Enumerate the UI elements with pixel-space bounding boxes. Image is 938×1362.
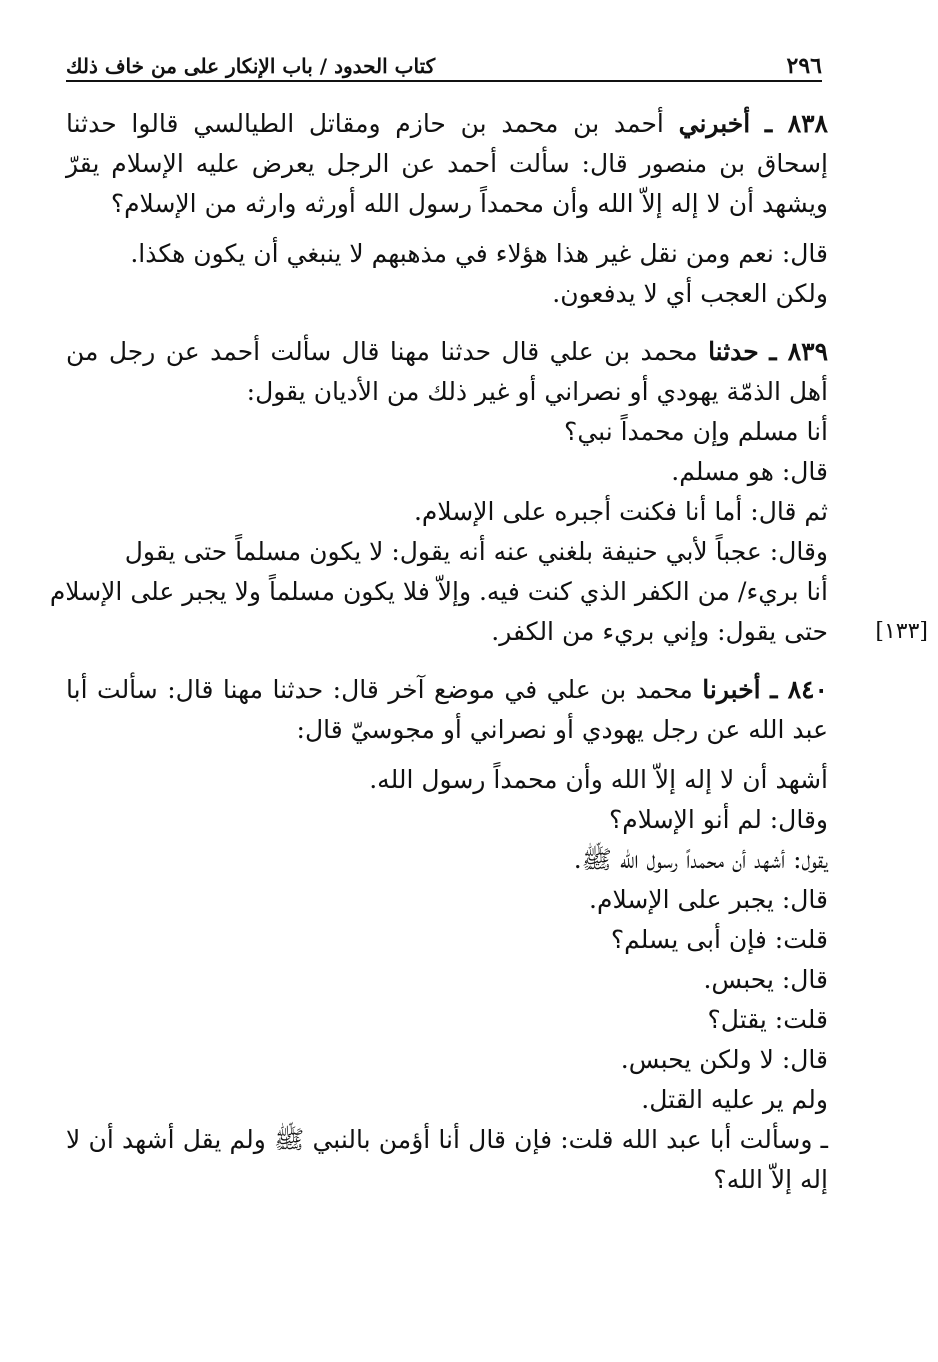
dialogue-line: أشهد أن لا إله إلاّ الله وأن محمداً رسول الله. [369, 765, 828, 794]
page-header [66, 52, 822, 82]
closing-line: حتى يقول: وإني بريء من الكفر. [491, 617, 828, 646]
dialogue-line: قال: هو مسلم. [671, 457, 828, 486]
dialogue-line: أنا مسلم وإن محمداً نبي؟ [564, 417, 828, 446]
margin-page-marker: [١٣٣] [875, 619, 928, 644]
entry-838-answer [66, 234, 828, 314]
entry-number: ٨٤٠ ـ [770, 675, 828, 704]
entry-text: محمد بن علي في موضع آخر قال: حدثنا مهنا قال: سألت أبا عبد الله عن رجل يهودي أو نصراني أو مجوسيّ قال: [66, 675, 828, 744]
entry-840-lines [66, 760, 828, 1120]
entry-839-closing [49, 532, 828, 652]
page-body [49, 104, 829, 1200]
entry-839 [66, 332, 828, 412]
dialogue-line: قلت: فإن أبى يسلم؟ [610, 925, 828, 954]
closing-line: وقال: عجباً لأبي حنيفة بلغني عنه أنه يقول: لا يكون مسلماً حتى يقول [124, 537, 828, 566]
dialogue-line: قلت: يقتل؟ [707, 1005, 828, 1034]
page-number: ٢٩٦ [786, 53, 822, 79]
entry-840 [66, 670, 828, 750]
dialogue-line: ثم قال: أما أنا فكنت أجبره على الإسلام. [413, 497, 828, 526]
dialogue-line: ولم ير عليه القتل. [641, 1085, 828, 1114]
entry-keyword: حدثنا [708, 337, 759, 366]
entry-number: ٨٣٨ ـ [764, 109, 828, 138]
entry-text: محمد بن علي قال حدثنا مهنا قال سألت أحمد عن رجل من أهل الذمّة يهودي أو نصراني أو غير ذلك من الأديان يقول: [66, 337, 828, 406]
entry-number: ٨٣٩ ـ [769, 337, 829, 366]
dialogue-line: قال: يحبس. [703, 965, 828, 994]
closing-line: أنا بريء/ من الكفر الذي كنت فيه. وإلاّ فلا يكون مسلماً ولا يجبر على الإسلام [49, 577, 828, 606]
entry-text: أحمد بن محمد بن حازم ومقاتل الطيالسي قالوا حدثنا إسحاق بن منصور قال: سألت أحمد عن الرجل يعرض عليه الإسلام يقرّ ويشهد أن لا إله إلاّ الله وأن محمداً رسول الله أورثه وارثه من الإسلام؟ [66, 109, 828, 218]
running-title: كتاب الحدود / باب الإنكار على من خاف ذلك [66, 54, 436, 78]
dialogue-line: قال: يجبر على الإسلام. [589, 885, 828, 914]
entry-keyword: أخبرني [678, 109, 751, 138]
entry-keyword: أخبرنا [702, 675, 761, 704]
entry-838 [66, 104, 828, 224]
dialogue-line: قال: لا ولكن يحبس. [620, 1045, 828, 1074]
dialogue-line: وقال: لم أنو الإسلام؟ [609, 805, 828, 834]
entry-839-lines [66, 412, 828, 532]
answer-line: قال: نعم ومن نقل غير هذا هؤلاء في مذهبهم لا ينبغي أن يكون هكذا. [130, 239, 828, 268]
dialogue-line: يقول: أشهد أن محمداً رسول الله ﷺ. [573, 845, 828, 874]
answer-line: ولكن العجب أي لا يدفعون. [552, 279, 828, 308]
entry-840-closing: ـ وسألت أبا عبد الله قلت: فإن قال أنا أؤمن بالنبي ﷺ ولم يقل أشهد أن لا إله إلاّ الله؟ [66, 1125, 828, 1194]
